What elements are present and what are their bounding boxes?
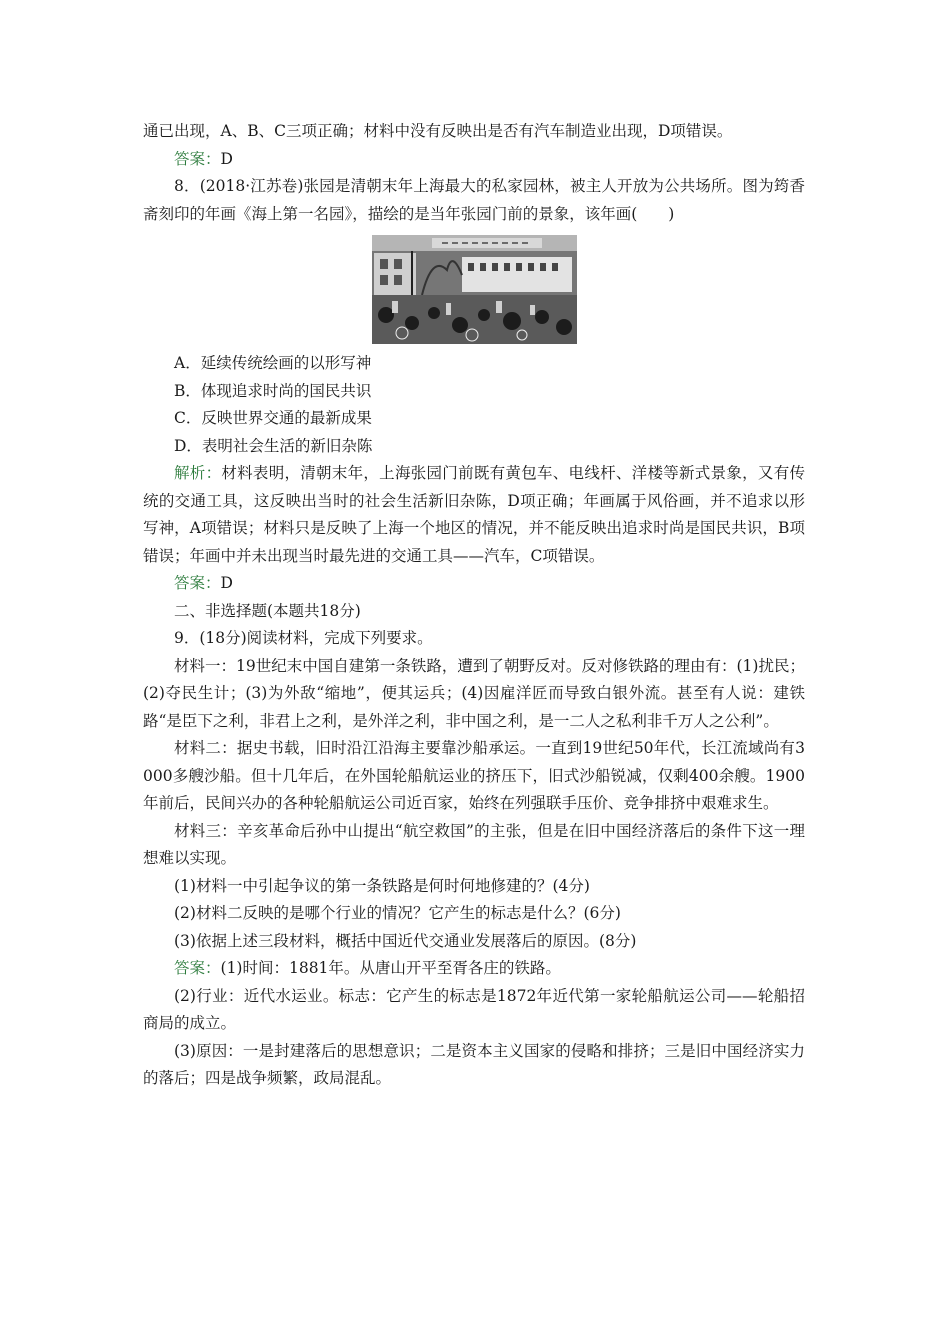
q9-stem: 9．(18分)阅读材料，完成下列要求。 — [174, 629, 433, 647]
q9-answer-1 — [143, 955, 805, 983]
option-a: A．延续传统绘画的以形写神 — [174, 354, 372, 372]
q8-stem: 8．(2018·江苏卷)张园是清朝末年上海最大的私家园林，被主人开放为公共场所。图为筠香斋刻印的年画《海上第一名园》，描绘的是当年张园门前的景象，该年画( ) — [143, 177, 805, 223]
material-three: 材料三：辛亥革命后孙中山提出“航空救国”的主张，但是在旧中国经济落后的条件下这一理想难以实现。 — [143, 821, 805, 867]
q8-explanation — [143, 460, 805, 570]
q9-answer-3: (3)原因：一是封建落后的思想意识；二是资本主义国家的侵略和排挤；三是旧中国经济实力的落后；四是战争频繁，政局混乱。 — [143, 1041, 805, 1087]
painting-illustration — [372, 235, 577, 344]
section-heading: 二、非选择题(本题共18分) — [174, 601, 361, 620]
sub-question-2: (2)材料二反映的是哪个行业的情况？它产生的标志是什么？(6分) — [174, 904, 621, 922]
q8-answer — [143, 570, 805, 598]
document-page — [143, 118, 805, 1093]
option-c: C．反映世界交通的最新成果 — [174, 409, 372, 427]
new-year-painting-image — [372, 235, 577, 344]
material-two: 材料二：据史书载，旧时沿江沿海主要靠沙船承运。一直到19世纪50年代，长江流域尚有3 000多艘沙船。但十几年后，在外国轮船航运业的挤压下，旧式沙船锐减，仅剩400余艘。1900年前后，民间兴办的各种轮船航运公司近百家，始终在列强联手压价、竞争排挤中艰难求生。 — [143, 739, 805, 812]
answer-label: 答案： — [174, 149, 221, 168]
answer-value: D — [220, 149, 233, 168]
sub-question-1: (1)材料一中引起争议的第一条铁路是何时何地修建的？(4分) — [174, 876, 590, 895]
explanation-text: 材料表明，清朝末年，上海张园门前既有黄包车、电线杆、洋楼等新式景象，又有传统的交通工具，这反映出当时的社会生活新旧杂陈，D项正确；年画属于风俗画，并不追求以形写神，A项错误；材料只是反映了上海一个地区的情况，并不能反映出追求时尚是国民共识，B项错误；年画中并未出现当时最先进的交通工具——汽车，C项错误。 — [143, 464, 805, 565]
q7-explanation-tail: 通已出现，A、B、C三项正确；材料中没有反映出是否有汽车制造业出现，D项错误。 — [143, 122, 733, 140]
material-one: 材料一：19世纪末中国自建第一条铁路，遭到了朝野反对。反对修铁路的理由有：(1)扰民；(2)夺民生计；(3)为外敌“缩地”，便其运兵；(4)因雇洋匠而导致白银外流。甚至有人说：建铁路“是臣下之利，非君上之利，是外洋之利，非中国之利，是一二人之私利非千万人之公利”。 — [143, 656, 805, 730]
answer-part-1: (1)时间：1881年。从唐山开平至胥各庄的铁路。 — [220, 959, 561, 977]
answer-label: 答案： — [174, 574, 221, 592]
option-b: B．体现追求时尚的国民共识 — [174, 381, 372, 400]
q9-answer-2: (2)行业：近代水运业。标志：它产生的标志是1872年近代第一家轮船航运公司——轮船招商局的成立。 — [143, 986, 805, 1032]
option-d: D．表明社会生活的新旧杂陈 — [174, 436, 373, 455]
answer-value: D — [220, 574, 233, 592]
answer-label: 答案： — [174, 959, 221, 977]
explanation-label: 解析： — [174, 464, 222, 482]
figure-container — [143, 230, 805, 348]
sub-question-3: (3)依据上述三段材料，概括中国近代交通业发展落后的原因。(8分) — [174, 931, 637, 950]
q7-answer — [143, 146, 805, 174]
